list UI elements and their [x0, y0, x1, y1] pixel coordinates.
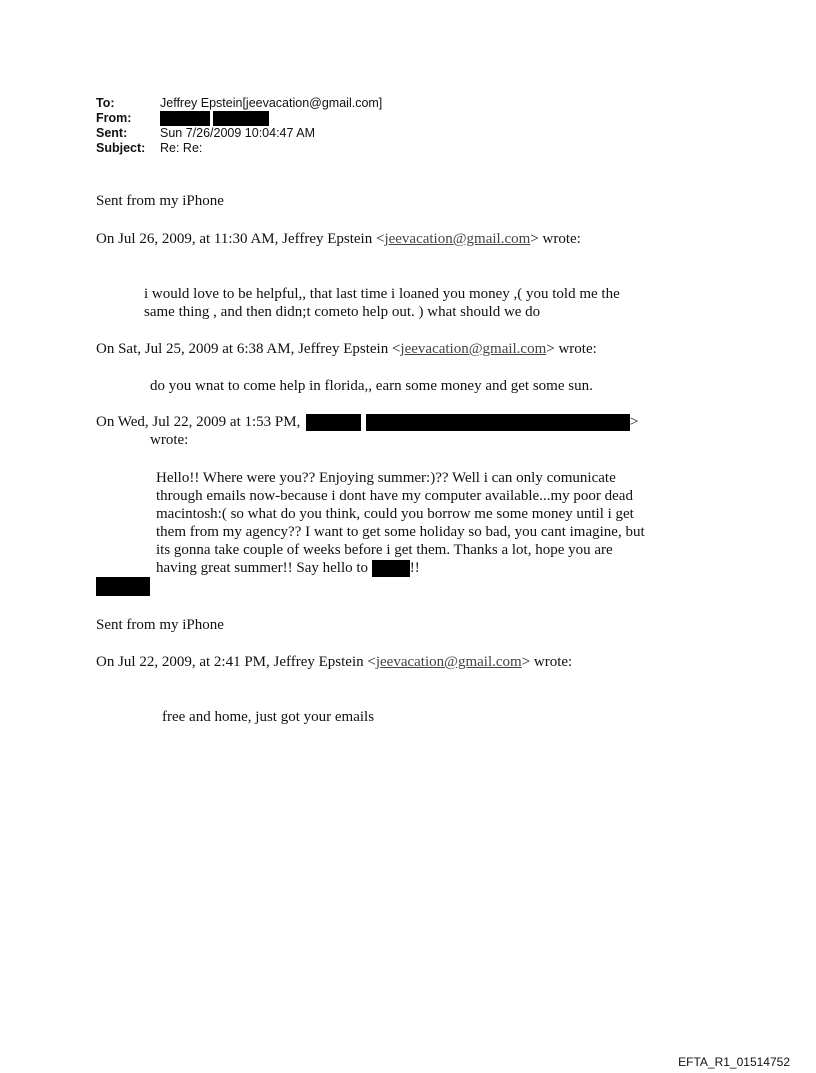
document-id: EFTA_R1_01514752 [678, 1055, 790, 1069]
quote-header-text: On Wed, Jul 22, 2009 at 1:53 PM, [96, 414, 301, 430]
from-row [96, 111, 382, 126]
message-text: through emails now-because i dont have my computer available...my poor dead [156, 488, 633, 504]
redaction-block [96, 577, 150, 596]
quote-header-text: > wrote: [546, 341, 597, 357]
to-value: Jeffrey Epstein[jeevacation@gmail.com] [160, 96, 383, 110]
to-row [96, 96, 382, 111]
redaction-block [160, 111, 210, 126]
message-text: its gonna take couple of weeks before i get them. Thanks a lot, hope you are [156, 542, 613, 558]
from-label: From: [96, 111, 132, 125]
quote-header-text: On Jul 26, 2009, at 11:30 AM, Jeffrey Epstein < [96, 231, 385, 247]
quote-header [96, 413, 638, 431]
redaction-block [366, 414, 630, 431]
quote-header-text: > wrote: [521, 654, 573, 670]
redaction-block [306, 414, 361, 431]
message-text: free and home, just got your emails [162, 709, 375, 725]
quote-header-text: > [629, 414, 639, 430]
quote-header [96, 653, 572, 671]
subject-label: Subject: [96, 141, 146, 155]
signature-sent-from: Sent from my iPhone [96, 193, 224, 209]
signature-sent-from: Sent from my iPhone [96, 617, 224, 633]
email-link[interactable]: jeevacation@gmail.com [384, 231, 531, 247]
redaction-block [372, 560, 410, 577]
quote-header [96, 230, 581, 248]
sent-label: Sent: [96, 126, 128, 140]
sent-row [96, 126, 382, 141]
message-text [156, 559, 420, 577]
message-text-fragment: !! [409, 560, 420, 576]
email-header [96, 96, 382, 156]
email-link[interactable]: jeevacation@gmail.com [400, 341, 547, 357]
message-text: same thing , and then didn;t cometo help out. ) what should we do [144, 304, 541, 320]
message-text: macintosh:( so what do you think, could you borrow me some money until i get [156, 506, 634, 522]
message-text: i would love to be helpful,, that last time i loaned you money ,( you told me the [144, 286, 620, 302]
message-text: do you wnat to come help in florida,, earn some money and get some sun. [150, 378, 593, 394]
quote-header-text: > wrote: [530, 231, 581, 247]
quote-header-text: On Jul 22, 2009, at 2:41 PM, Jeffrey Epstein < [96, 654, 376, 670]
redaction-block [213, 111, 269, 126]
sent-value: Sun 7/26/2009 10:04:47 AM [160, 126, 315, 140]
quote-header-text: wrote: [150, 432, 189, 448]
email-link[interactable]: jeevacation@gmail.com [375, 654, 522, 670]
subject-row [96, 141, 382, 156]
message-text: Hello!! Where were you?? Enjoying summer:)?? Well i can only comunicate [156, 470, 616, 486]
quote-header [96, 340, 597, 358]
message-text: them from my agency?? I want to get some holiday so bad, you cant imagine, but [156, 524, 645, 540]
subject-value: Re: Re: [160, 141, 203, 155]
quote-header-text: On Sat, Jul 25, 2009 at 6:38 AM, Jeffrey Epstein < [96, 341, 401, 357]
to-label: To: [96, 96, 115, 110]
message-text-fragment: having great summer!! Say hello to [156, 560, 369, 576]
